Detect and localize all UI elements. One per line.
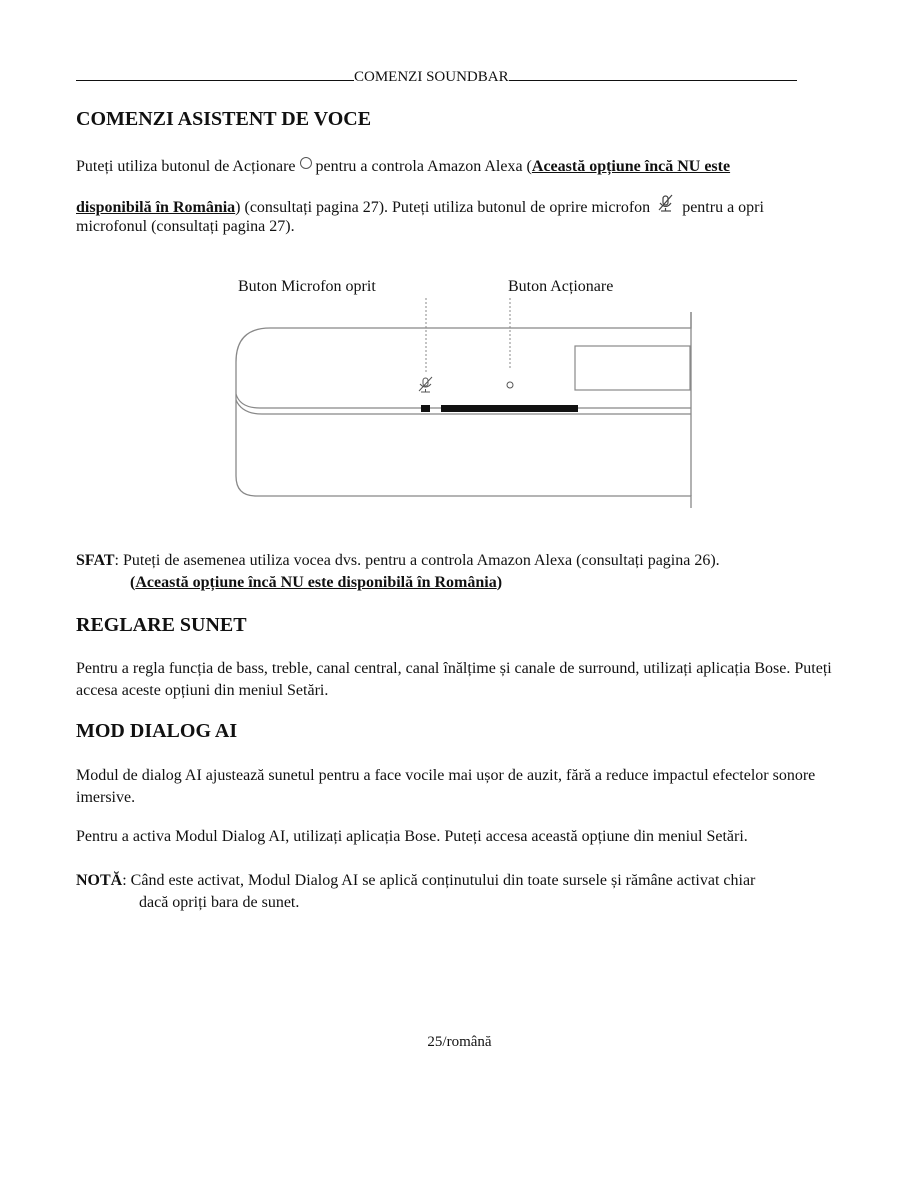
label-mic-off-button: Buton Microfon oprit bbox=[238, 278, 376, 295]
tip-text: : Puteți de asemenea utiliza vocea dvs. pentru a controla Amazon Alexa (consultați pagina 26). bbox=[114, 552, 720, 569]
dialog-paragraph-2: Pentru a activa Modul Dialog AI, utilizați aplicația Bose. Puteți accesa această opțiune din meniul Setări. bbox=[76, 828, 748, 845]
page-header bbox=[76, 66, 830, 86]
voice-paragraph-line1 bbox=[76, 156, 866, 178]
voice-paragraph-line3: microfonul (consultați pagina 27). bbox=[76, 218, 295, 235]
light-bar bbox=[441, 405, 578, 412]
note-line2: dacă opriți bara de sunet. bbox=[139, 894, 300, 911]
tip-warning: Această opțiune încă NU este disponibilă în România bbox=[135, 574, 497, 591]
soundbar-illustration bbox=[230, 296, 700, 511]
label-action-button: Buton Acționare bbox=[508, 278, 614, 295]
header-rule-right bbox=[509, 66, 797, 81]
tip-label: SFAT bbox=[76, 552, 115, 569]
sound-paragraph: Pentru a regla funcția de bass, treble, canal central, canal înălțime și canale de surround, utilizați aplicația Bose. Puteți accesa aceste opțiuni din meniul Setări. bbox=[76, 660, 832, 699]
action-button-icon bbox=[507, 382, 513, 388]
dialog-paragraph-1: Modul de dialog AI ajustează sunetul pentru a face vocile mai ușor de auzit, fără a reduce impactul efectelor sonore imersive. bbox=[76, 767, 816, 806]
section-heading-dialog: MOD DIALOG AI bbox=[76, 720, 238, 742]
note-label: NOTĂ bbox=[76, 872, 123, 889]
display-panel bbox=[575, 346, 690, 390]
section-heading-voice: COMENZI ASISTENT DE VOCE bbox=[76, 108, 372, 130]
note-line1 bbox=[76, 870, 866, 892]
voice-text-c: ) (consultați pagina 27). Puteți utiliza butonul de oprire microfon bbox=[235, 199, 651, 216]
voice-text-d: pentru a opri bbox=[682, 199, 764, 216]
header-title: COMENZI SOUNDBAR bbox=[354, 69, 509, 85]
voice-text-a: Puteți utiliza butonul de Acționare bbox=[76, 158, 296, 175]
note-text-a: : Când este activat, Modul Dialog AI se aplică conținutului din toate sursele și rămâne activat chiar bbox=[122, 872, 756, 889]
tip-line2: (Această opțiune încă NU este disponibilă în România) bbox=[130, 574, 503, 591]
page-number: 25/română bbox=[427, 1034, 492, 1050]
voice-warning-a: Această opțiune încă NU este bbox=[531, 158, 731, 175]
tip-line1 bbox=[76, 550, 866, 572]
voice-text-b: pentru a controla Amazon Alexa ( bbox=[315, 158, 532, 175]
mic-indicator-light bbox=[421, 405, 430, 412]
mic-off-icon bbox=[419, 377, 432, 392]
action-button-icon bbox=[300, 157, 312, 169]
section-heading-sound: REGLARE SUNET bbox=[76, 614, 247, 636]
voice-warning-b: disponibilă în România bbox=[76, 199, 236, 216]
header-rule-left bbox=[76, 66, 354, 81]
